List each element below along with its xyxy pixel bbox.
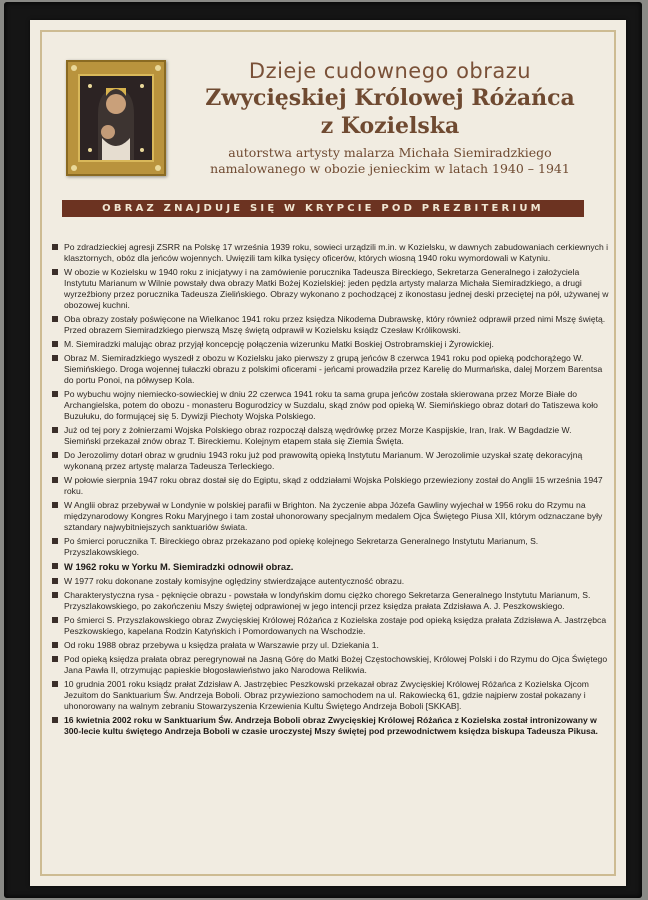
- ornament-icon: [155, 65, 161, 71]
- list-item: [48, 450, 610, 472]
- bullet-icon: [52, 681, 58, 687]
- list-item: [48, 267, 610, 311]
- list-item: [48, 389, 610, 422]
- list-item: [48, 536, 610, 558]
- bullet-icon: [52, 592, 58, 598]
- bullet-icon: [52, 316, 58, 322]
- bullet-icon: [52, 452, 58, 458]
- subtitle-line-1: autorstwa artysty malarza Michała Siemiradzkiego: [228, 145, 552, 160]
- subtitle-line-2: namalowanego w obozie jenieckim w latach 1940 – 1941: [210, 161, 570, 176]
- madonna-icon: [66, 60, 166, 176]
- list-item-text: Charakterystyczna rysa - pęknięcie obrazu - powstała w londyńskim domu ciężko chorego Sekretarza Generalnego Instytutu Marianum, S. Przyszlakowskiego, po zakończeniu Mszy świętej odprawionej w jego intencji przez księdza prałata Zdzisława A. J. Peszkowskiego.: [64, 590, 591, 611]
- ornament-icon: [71, 65, 77, 71]
- list-item-text: Po zdradzieckiej agresji ZSRR na Polskę 17 września 1939 roku, sowieci urządzili m.in. w Kozielsku, w dawnych zabudowaniach cerkiewnych i klasztornych, obóz dla jeńców wojennych. Uwięzili tam kilka tysięcy oficerów, których wiosną 1940 roku wymordowali w Katyniu.: [64, 242, 609, 263]
- list-item: [48, 561, 610, 573]
- bullet-icon: [52, 656, 58, 662]
- bullet-icon: [52, 578, 58, 584]
- bullet-icon: [52, 391, 58, 397]
- subtitle: [170, 145, 610, 177]
- ornament-icon: [71, 165, 77, 171]
- list-item-text: W 1977 roku dokonane zostały komisyjne oględziny stwierdzające autentyczność obrazu.: [64, 576, 405, 586]
- list-item-text: Po śmierci porucznika T. Bireckiego obraz przekazano pod opiekę kolejnego Sekretarza Generalnego Instytutu Marianum, S. Przyszlakowskiego.: [64, 536, 539, 557]
- list-item: [48, 425, 610, 447]
- list-item-text: Do Jerozolimy dotarł obraz w grudniu 1943 roku już pod prawowitą opieką Instytutu Marianum. W Jerozolimie uzyskał szatę dekoracyjną wykonaną przez artystę malarza Tadeusza Terleckiego.: [64, 450, 583, 471]
- list-item-text: W połowie sierpnia 1947 roku obraz dostał się do Egiptu, skąd z oddziałami Wojska Polskiego przewieziony został do Anglii 15 września 1947 roku.: [64, 475, 603, 496]
- list-item: [48, 590, 610, 612]
- list-item: [48, 314, 610, 336]
- list-item: [48, 353, 610, 386]
- bullet-icon: [52, 341, 58, 347]
- bullet-icon: [52, 355, 58, 361]
- list-item-text: M. Siemiradzki malując obraz przyjął koncepcję połączenia wizerunku Matki Boskiej Ostrobramskiej i Żyrowickiej.: [64, 339, 494, 349]
- bullet-icon: [52, 642, 58, 648]
- bullet-icon: [52, 427, 58, 433]
- icon-painting: [78, 74, 154, 162]
- list-item-text: W Anglii obraz przebywał w Londynie w polskiej parafii w Brighton. Na życzenie abpa Józefa Gawliny wyjechał w 1956 roku do Rzymu na międzynarodowy Kongres Roku Maryjnego i tam został uhonorowany specjalnym medalem Ojca Świętego Piusa XII, którym odznaczane były sztandary najwybitniejszych sanktuariów świata.: [64, 500, 603, 532]
- madonna-figure-icon: [80, 76, 152, 160]
- list-item: [48, 615, 610, 637]
- title-line-3: z Kozielska: [320, 113, 460, 139]
- bullet-icon: [52, 244, 58, 250]
- list-item: [48, 576, 610, 587]
- list-item: [48, 339, 610, 350]
- location-banner: OBRAZ ZNAJDUJE SIĘ W KRYPCIE POD PREZBITERIUM: [62, 200, 584, 217]
- list-item-text: W obozie w Kozielsku w 1940 roku z inicjatywy i na zamówienie porucznika Tadeusza Bireckiego, Sekretarza Generalnego i założyciela Instytutu Marianum w Wilnie powstały dwa obrazy Matki Bożej Kozielskiej: jeden pędzla artysty malarza Michała Siemiradzkiego, a drugi wyrzeźbiony przez porucznika Tadeusza Zielińskiego. Obrazy wykonano z pochodzącej z ikonostasu jednej deski przeciętej na pół, używanej w obozowej kuchni.: [64, 267, 609, 310]
- list-item: [48, 679, 610, 712]
- list-item-text: Pod opieką księdza prałata obraz peregrynował na Jasną Górę do Matki Bożej Częstochowskiej, Królowej Polski i do Rzymu do Ojca Świętego Jana Pawła II, otrzymując papieskie błogosławieństwo jako Narodowa Relikwia.: [64, 654, 608, 675]
- bullet-icon: [52, 563, 58, 569]
- history-list: [48, 242, 610, 740]
- ornament-icon: [155, 165, 161, 171]
- list-item-text: 10 grudnia 2001 roku ksiądz prałat Zdzisław A. Jastrzębiec Peszkowski przekazał obraz Zwycięskiej Królowej Różańca z Kozielska Ojcom Jezuitom do Sanktuarium Św. Andrzeja Boboli. Obraz przywieziono samochodem na ul. Rakowiecką 61, gdzie najpierw został pokazany i uhonorowany na walnym zebraniu Stowarzyszenia Krzewienia Kultu Świętego Andrzeja Boboli [SKKAB].: [64, 679, 589, 711]
- list-item: [48, 500, 610, 533]
- list-item: [48, 475, 610, 497]
- title-line-2: Zwycięskiej Królowej Różańca: [205, 85, 575, 111]
- information-plaque: [30, 20, 626, 886]
- title-block: [170, 58, 610, 177]
- bullet-icon: [52, 538, 58, 544]
- list-item-text: Od roku 1988 obraz przebywa u księdza prałata w Warszawie przy ul. Dziekania 1.: [64, 640, 379, 650]
- picture-frame: [4, 2, 642, 898]
- list-item-text: Po wybuchu wojny niemiecko-sowieckiej w dniu 22 czerwca 1941 roku ta sama grupa jeńców została skierowana przez Morze Białe do Archangielska, potem do obozu - monasteru Bogurodzicy w Suzdalu, skąd znów pod opieką W. Siemińskiego obraz dotarł do Tatiszewa koło Buzułuku, do formującej się 5. Dywizji Piechoty Wojska Polskiego.: [64, 389, 598, 421]
- list-item: [48, 654, 610, 676]
- list-item-text: W 1962 roku w Yorku M. Siemiradzki odnowił obraz.: [64, 561, 294, 572]
- list-item-text: 16 kwietnia 2002 roku w Sanktuarium Św. Andrzeja Boboli obraz Zwycięskiej Królowej Różańca z Kozielska został intronizowany w 300-lecie kultu świętego Andrzeja Boboli w czasie uroczystej Mszy świętej pod przewodnictwem księdza biskupa Tadeusza Pikusa.: [64, 715, 598, 736]
- bullet-icon: [52, 502, 58, 508]
- list-item-text: Obraz M. Siemiradzkiego wyszedł z obozu w Kozielsku jako pierwszy z grupą jeńców 8 czerwca 1941 roku pod opieką podchorążego W. Siemińskiego. Droga wojennej tułaczki obrazu z polskimi oficerami - jeńcami prowadziła przez Karelię do Murmańska, dalej Morzem Barentsa do portu Ponoi, na półwysep Kola.: [64, 353, 603, 385]
- list-item: [48, 640, 610, 651]
- list-item: [48, 715, 610, 737]
- bullet-icon: [52, 617, 58, 623]
- list-item-text: Oba obrazy zostały poświęcone na Wielkanoc 1941 roku przez księdza Nikodema Dubrawskę, który również odprawił przed nimi Mszę świętą. Przed obrazem Siemiradzkiego pierwszą Mszę świętą odprawił w Kozielsku ksiądz Czesław Królikowski.: [64, 314, 606, 335]
- bullet-icon: [52, 269, 58, 275]
- list-item-text: Już od tej pory z żołnierzami Wojska Polskiego obraz rozpoczął dalszą wędrówkę przez Morze Kaspijskie, Iran, Irak. W Bagdadzie W. Siemiński przekazał znów obraz T. Bireckiemu. Kolejnym etapem stała się Ziemia Święta.: [64, 425, 572, 446]
- list-item: [48, 242, 610, 264]
- list-item-text: Po śmierci S. Przyszlakowskiego obraz Zwycięskiej Królowej Różańca z Kozielska zostaje pod opieką księdza prałata Zdzisława A. Jastrzębca Peszkowskiego, kapelana Rodzin Katyńskich i Pomordowanych na Wschodzie.: [64, 615, 607, 636]
- bullet-icon: [52, 477, 58, 483]
- title-line-1: Dzieje cudownego obrazu: [248, 59, 532, 83]
- bullet-icon: [52, 717, 58, 723]
